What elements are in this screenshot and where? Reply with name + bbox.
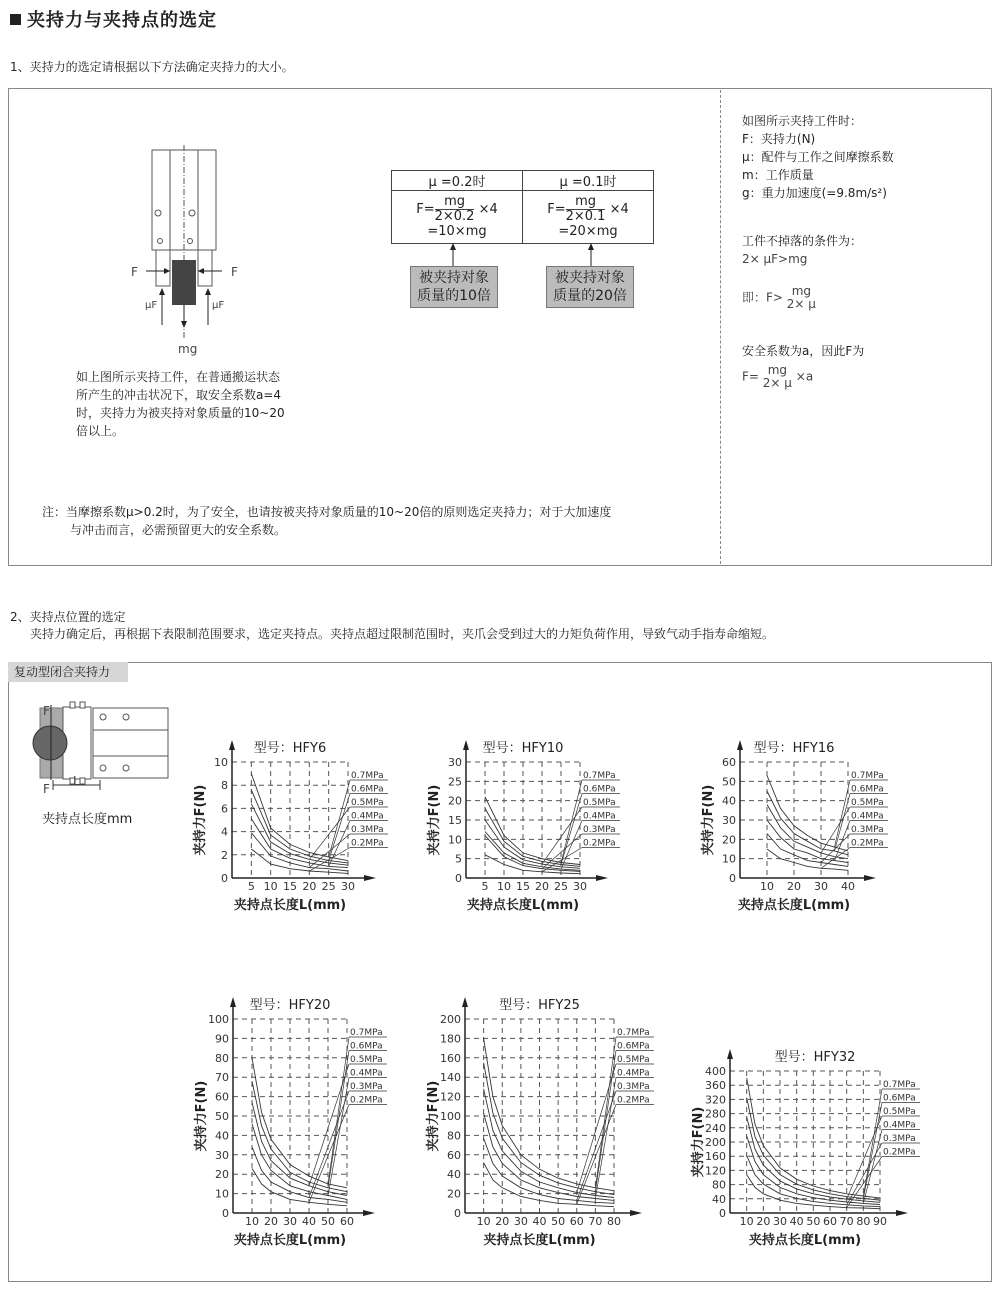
y-tick-label: 8 [221, 779, 228, 793]
y-tick-label: 20 [215, 1168, 229, 1182]
x-tick-label: 20 [302, 880, 317, 893]
x-tick-label: 80 [607, 1215, 621, 1228]
formula-cell: F= $\frac{mg}{2\times 0.1} \times 4$ =20×mg [523, 191, 654, 244]
col-header: μ =0.1时 [523, 171, 654, 191]
y-tick-label: 20 [448, 794, 462, 808]
x-tick-label: 20 [787, 880, 801, 893]
y-tick-label: 100 [440, 1110, 461, 1123]
y-tick-label: 40 [722, 794, 736, 808]
formula-cell: F= $\frac{mg}{2\times 0.2} \times 4$ =10×mg [392, 191, 523, 244]
y-tick-label: 30 [448, 756, 462, 769]
y-tick-label: 80 [447, 1129, 461, 1143]
note-box-20x: 被夹持对象 质量的20倍 [546, 266, 634, 308]
x-tick-label: 70 [839, 1215, 854, 1228]
x-tick-label: 20 [495, 1215, 510, 1228]
series-label: 0.4MPa [883, 1120, 916, 1131]
y-tick-label: 0 [454, 1207, 461, 1220]
x-tick-label: 15 [283, 880, 297, 893]
y-tick-label: 320 [705, 1093, 726, 1107]
x-tick-label: 20 [535, 880, 549, 893]
series-label: 0.5MPa [351, 798, 384, 808]
leader-line [835, 794, 851, 851]
weight-label: mg [178, 342, 198, 356]
leader-line [595, 1078, 616, 1199]
x-axis-arrow-icon [363, 1210, 375, 1216]
x-tick-label: 10 [476, 1215, 491, 1228]
force-label-left: F [131, 265, 138, 279]
series-label: 0.2MPa [617, 1095, 650, 1106]
series-line [251, 790, 348, 863]
series-label: 0.4MPa [617, 1068, 650, 1079]
section1-heading: 1、夹持力的选定请根据以下方法确定夹持力的大小。 [10, 60, 294, 74]
x-tick-label: 30 [341, 880, 355, 893]
y-tick-label: 60 [215, 1090, 229, 1104]
chart-hfy32 [690, 1049, 920, 1248]
definitions: 如图所示夹持工件时： F：夹持力(N) μ：配件与工作之间摩擦系数 m：工作质量 g：重力加速度(=9.8m/s²) [742, 114, 894, 200]
series-label: 0.6MPa [351, 784, 384, 795]
y-tick-label: 200 [440, 1013, 461, 1026]
y-tick-label: 0 [719, 1207, 726, 1220]
series-label: 0.5MPa [883, 1107, 916, 1117]
y-tick-label: 10 [214, 756, 228, 769]
y-tick-label: 50 [722, 775, 736, 789]
chart-title: 型号：HFY6 [253, 741, 327, 756]
y-tick-label: 180 [440, 1032, 461, 1046]
leader-line [328, 1037, 349, 1184]
x-axis-label: 夹持点长度L(mm) [233, 1233, 347, 1248]
friction-label-right: μF [212, 300, 225, 311]
y-tick-label: 140 [440, 1071, 461, 1085]
y-tick-label: 10 [722, 852, 736, 866]
x-tick-label: 50 [321, 1215, 335, 1228]
leader-line [309, 1064, 349, 1186]
y-tick-label: 25 [448, 775, 462, 789]
series-label: 0.4MPa [350, 1068, 383, 1079]
chart-hfy25 [425, 997, 654, 1248]
x-tick-label: 10 [739, 1215, 754, 1228]
y-axis-label: 夹持力F(N) [193, 784, 208, 856]
x-axis-arrow-icon [596, 875, 608, 881]
y-tick-label: 4 [221, 825, 228, 839]
x-tick-label: 30 [773, 1215, 787, 1228]
x-tick-label: 10 [497, 880, 511, 893]
x-tick-label: 30 [573, 880, 587, 893]
chart-title: 型号：HFY32 [774, 1050, 856, 1065]
series-label: 0.3MPa [883, 1134, 916, 1144]
chart-title: 型号：HFY25 [499, 998, 580, 1013]
note-box-10x: 被夹持对象 质量的10倍 [410, 266, 498, 308]
x-tick-label: 80 [856, 1215, 871, 1228]
leader-line [542, 807, 582, 864]
chart-title: 型号：HFY16 [753, 741, 835, 756]
series-label: 0.2MPa [883, 1147, 916, 1158]
x-tick-label: 5 [481, 880, 489, 893]
x-tick-label: 70 [588, 1215, 603, 1228]
safety-title: 安全系数为a，因此F为 [742, 344, 865, 358]
x-axis-label: 夹持点长度L(mm) [233, 898, 347, 913]
series-label: 0.6MPa [350, 1041, 383, 1052]
y-axis-arrow-icon [462, 997, 468, 1007]
y-tick-label: 90 [215, 1032, 229, 1046]
inequality: 即：F> mg 2× μ [742, 284, 816, 311]
x-tick-label: 40 [302, 1215, 316, 1228]
y-tick-label: 280 [705, 1107, 726, 1121]
page-title: 夹持力与夹持点的选定 [10, 6, 217, 32]
series-label: 0.7MPa [583, 771, 616, 781]
y-tick-label: 160 [705, 1150, 726, 1164]
y-tick-label: 400 [705, 1065, 726, 1078]
chart-title: 型号：HFY10 [482, 741, 564, 756]
series-label: 0.3MPa [617, 1082, 650, 1092]
y-tick-label: 40 [447, 1168, 461, 1182]
x-axis-arrow-icon [364, 875, 376, 881]
y-tick-label: 0 [221, 872, 228, 885]
series-label: 0.4MPa [851, 811, 884, 822]
y-axis-label: 夹持力F(N) [426, 1080, 441, 1152]
leader-line [561, 780, 582, 863]
series-label: 0.5MPa [851, 798, 884, 808]
x-tick-label: 10 [760, 880, 774, 893]
y-tick-label: 40 [215, 1129, 229, 1143]
series-line [767, 849, 848, 870]
series-line [767, 805, 848, 859]
series-line [767, 834, 848, 867]
y-tick-label: 60 [447, 1148, 461, 1162]
series-line [484, 1089, 614, 1198]
series-label: 0.7MPa [883, 1080, 916, 1090]
x-tick-label: 30 [513, 1215, 528, 1228]
y-axis-label: 夹持力F(N) [427, 784, 442, 856]
y-tick-label: 80 [215, 1051, 229, 1065]
y-tick-label: 200 [705, 1136, 726, 1149]
y-tick-label: 20 [722, 833, 736, 847]
x-axis-label: 夹持点长度L(mm) [483, 1233, 596, 1248]
y-tick-label: 2 [221, 848, 228, 862]
y-tick-label: 70 [215, 1071, 229, 1085]
series-label: 0.7MPa [617, 1028, 650, 1038]
y-tick-label: 20 [447, 1187, 461, 1201]
x-tick-label: 40 [532, 1215, 547, 1228]
y-axis-label: 夹持力F(N) [194, 1080, 209, 1152]
series-label: 0.4MPa [583, 811, 616, 822]
series-label: 0.5MPa [583, 798, 616, 808]
y-tick-label: 40 [712, 1192, 726, 1206]
series-label: 0.7MPa [851, 771, 884, 781]
force-label-top: F [43, 704, 50, 718]
x-tick-label: 40 [841, 880, 855, 893]
diagram-caption: 夹持点长度mm [42, 812, 133, 827]
y-tick-label: 100 [208, 1013, 229, 1026]
series-label: 0.2MPa [851, 838, 884, 849]
series-label: 0.6MPa [617, 1041, 650, 1052]
y-tick-label: 240 [705, 1121, 726, 1135]
y-axis-arrow-icon [727, 1049, 733, 1059]
x-axis-arrow-icon [896, 1210, 908, 1216]
series-label: 0.6MPa [883, 1093, 916, 1104]
leader-line [329, 780, 350, 857]
x-tick-label: 15 [516, 880, 530, 893]
series-label: 0.2MPa [583, 838, 616, 849]
y-tick-label: 120 [440, 1090, 461, 1104]
series-label: 0.3MPa [351, 825, 384, 835]
chart-hfy6 [192, 740, 388, 913]
force-label-bottom: F [43, 782, 50, 796]
series-label: 0.7MPa [350, 1028, 383, 1038]
col-header: μ =0.2时 [392, 171, 523, 191]
chart-hfy16 [700, 740, 888, 913]
y-tick-label: 15 [448, 814, 462, 827]
series-label: 0.2MPa [350, 1095, 383, 1106]
x-tick-label: 60 [340, 1215, 354, 1228]
x-tick-label: 60 [823, 1215, 837, 1228]
x-tick-label: 10 [245, 1215, 259, 1228]
series-label: 0.6MPa [583, 784, 616, 795]
series-label: 0.5MPa [350, 1055, 383, 1065]
y-tick-label: 120 [705, 1164, 726, 1178]
series-line [484, 1038, 614, 1190]
x-tick-label: 50 [806, 1215, 821, 1228]
x-tick-label: 20 [756, 1215, 771, 1228]
x-axis-label: 夹持点长度L(mm) [748, 1233, 862, 1248]
x-axis-arrow-icon [864, 875, 876, 881]
leader-line [577, 1064, 616, 1193]
y-tick-label: 50 [215, 1110, 229, 1123]
x-tick-label: 90 [873, 1215, 887, 1228]
y-tick-label: 30 [215, 1148, 229, 1162]
section2-desc: 夹持力确定后，再根据下表限制范围要求，选定夹持点。夹持点超过限制范围时，夹爪会受到过大的力矩负荷作用，导致气动手指寿命缩短。 [30, 627, 775, 641]
y-axis-label: 夹持力F(N) [701, 784, 716, 856]
description: 如上图所示夹持工件，在普通搬运状态 所产生的冲击状况下，取安全系数a=4 时，夹持力为被夹持对象质量的10~20 倍以上。 [76, 370, 285, 438]
series-label: 0.5MPa [617, 1055, 650, 1065]
y-tick-label: 0 [729, 872, 736, 885]
x-tick-label: 25 [321, 880, 336, 893]
y-tick-label: 10 [448, 833, 462, 847]
y-tick-label: 160 [440, 1051, 461, 1065]
length-label: L [73, 774, 80, 788]
panel-title: 复动型闭合夹持力 [8, 662, 128, 682]
force-label-right: F [231, 265, 238, 279]
y-axis-label: 夹持力F(N) [691, 1106, 706, 1178]
y-tick-label: 5 [455, 852, 462, 866]
series-label: 0.3MPa [583, 825, 616, 835]
series-label: 0.3MPa [350, 1082, 383, 1092]
note: 注：当摩擦系数μ>0.2时，为了安全，也请按被夹持对象质量的10~20倍的原则选定夹持力；对于大加速度 与冲击而言，必需预留更大的安全系数。 [42, 505, 612, 537]
leader-line [847, 1116, 882, 1199]
x-tick-label: 50 [551, 1215, 566, 1228]
x-tick-label: 10 [263, 880, 278, 893]
y-axis-arrow-icon [229, 740, 235, 750]
y-axis-arrow-icon [737, 740, 743, 750]
x-axis-arrow-icon [630, 1210, 642, 1216]
y-tick-label: 60 [722, 756, 736, 769]
x-tick-label: 20 [264, 1215, 278, 1228]
series-label: 0.2MPa [351, 838, 384, 849]
series-label: 0.7MPa [351, 771, 384, 781]
x-tick-label: 25 [554, 880, 568, 893]
x-tick-label: 5 [247, 880, 255, 893]
chart-hfy20 [193, 997, 387, 1248]
leader-line [847, 1143, 882, 1205]
y-axis-arrow-icon [230, 997, 236, 1007]
x-axis-label: 夹持点长度L(mm) [466, 898, 580, 913]
series-label: 0.3MPa [851, 825, 884, 835]
y-tick-label: 0 [222, 1207, 229, 1220]
y-tick-label: 30 [722, 814, 736, 827]
final-formula: F= mg 2× μ ×a [742, 363, 814, 390]
y-tick-label: 6 [221, 802, 228, 816]
series-line [252, 1081, 347, 1192]
x-tick-label: 30 [283, 1215, 297, 1228]
x-tick-label: 40 [789, 1215, 804, 1228]
chart-hfy10 [426, 740, 620, 913]
chart-title: 型号：HFY20 [249, 998, 331, 1013]
y-axis-arrow-icon [463, 740, 469, 750]
series-label: 0.4MPa [351, 811, 384, 822]
x-tick-label: 60 [569, 1215, 584, 1228]
condition: 工件不掉落的条件为： 2× μF>mg [742, 234, 863, 266]
leader-line [863, 1103, 882, 1199]
y-tick-label: 80 [712, 1178, 726, 1192]
y-tick-label: 360 [705, 1079, 726, 1093]
series-line [484, 1063, 614, 1195]
x-tick-label: 30 [814, 880, 828, 893]
y-tick-label: 0 [455, 872, 462, 885]
section2-heading: 2、夹持点位置的选定 [10, 610, 126, 624]
x-axis-label: 夹持点长度L(mm) [737, 898, 851, 913]
friction-label-left: μF [145, 300, 158, 311]
series-label: 0.6MPa [851, 784, 884, 795]
y-tick-label: 10 [215, 1187, 229, 1201]
